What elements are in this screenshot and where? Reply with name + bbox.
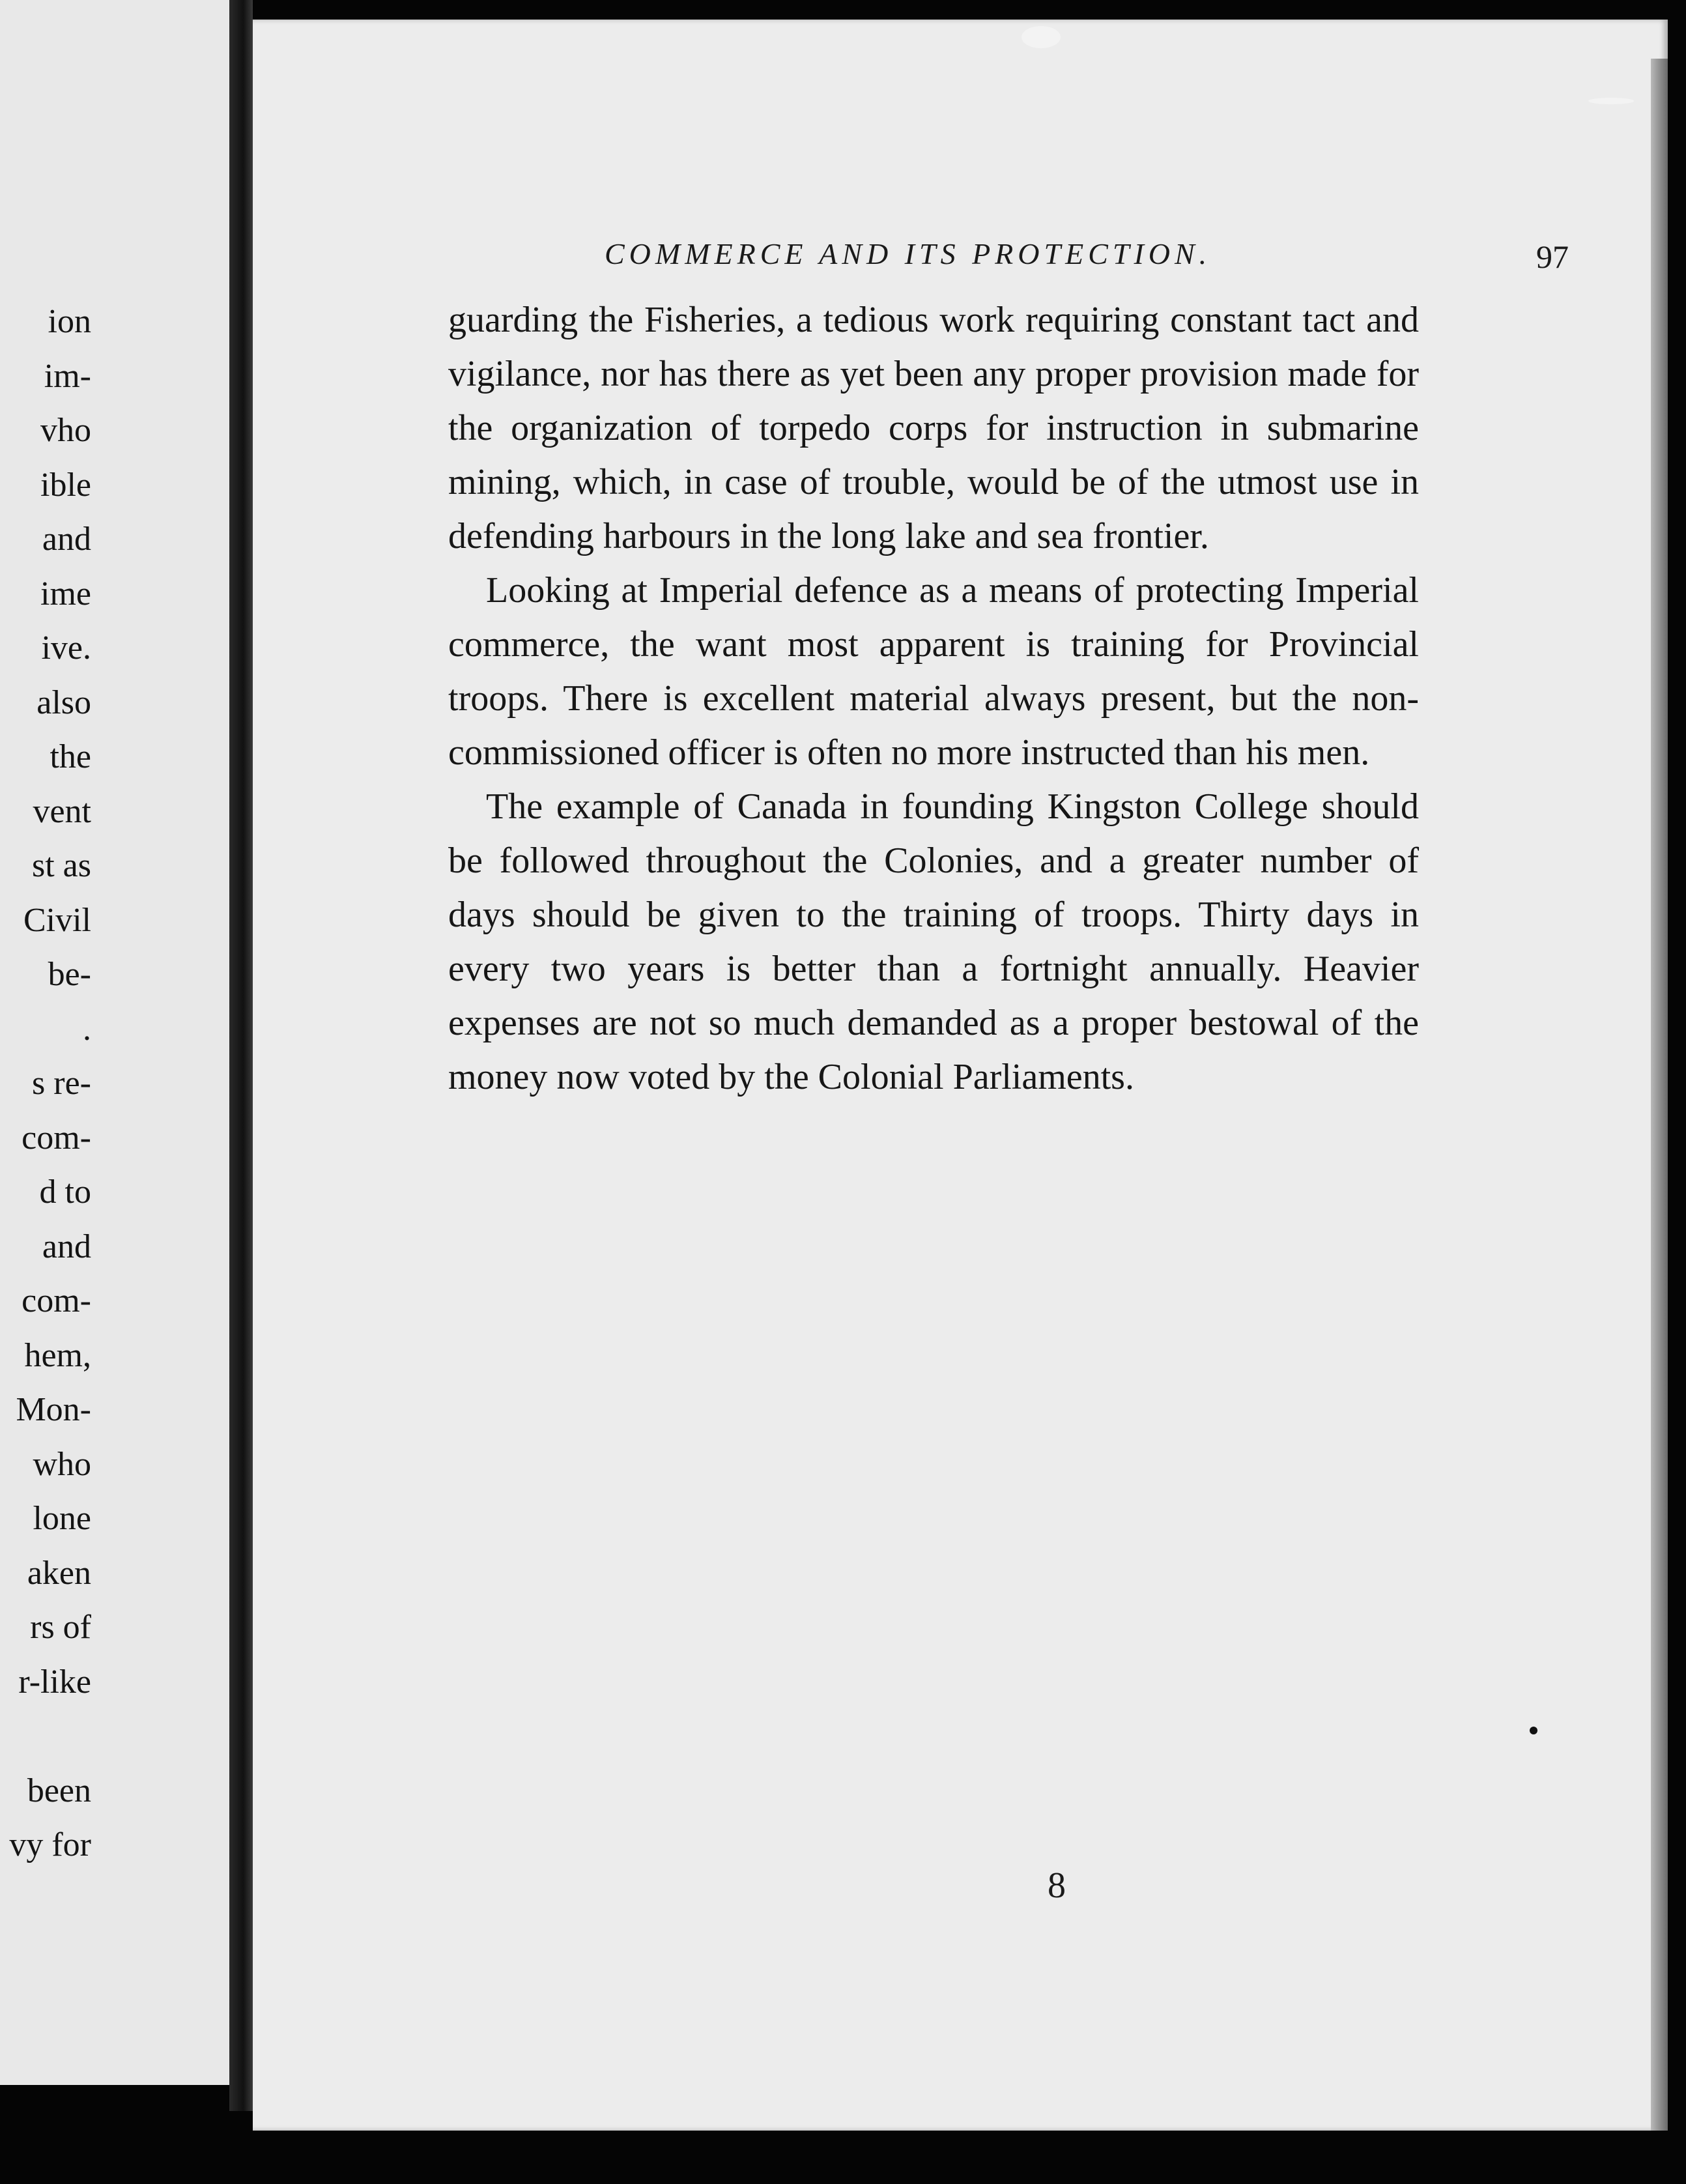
- left-line: be-: [48, 956, 91, 993]
- left-line: st as: [32, 847, 91, 884]
- left-line: com-: [21, 1119, 91, 1157]
- left-line: r-like: [18, 1663, 91, 1701]
- page-number: 97: [1536, 238, 1569, 275]
- left-line: vy for: [9, 1826, 91, 1863]
- left-line: Civil: [23, 901, 91, 939]
- left-line: ible: [40, 466, 91, 504]
- left-line: [0, 1709, 91, 1764]
- left-line: aken: [27, 1554, 91, 1592]
- signature-mark: 8: [1048, 1865, 1066, 1906]
- left-line: .: [83, 1010, 91, 1048]
- left-line: rs of: [30, 1609, 91, 1646]
- right-page: [253, 20, 1668, 2131]
- left-line: who: [33, 1445, 91, 1483]
- left-line: and: [42, 1228, 91, 1265]
- dust-speck: [1022, 26, 1061, 48]
- left-line: and: [42, 521, 91, 558]
- running-title: COMMERCE AND ITS PROTECTION.: [605, 237, 1212, 270]
- paragraph: The example of Canada in founding Kingston College should be followed throughout the Colonies, and a greater number of days should be given to the training of troops. Thirty days in every two years is better than a fortnight annually. Heavier expenses are not so much demanded as a proper bestowal of the money now voted by the Colonial Parliaments.: [448, 786, 1419, 1097]
- left-line: been: [27, 1772, 91, 1809]
- left-line: vent: [33, 792, 91, 830]
- left-line: im-: [44, 357, 91, 395]
- left-line: ion: [48, 303, 91, 340]
- left-line: d to: [39, 1173, 91, 1211]
- book-gutter: [229, 0, 253, 2111]
- left-line: the: [50, 738, 91, 775]
- left-line: vho: [40, 412, 91, 449]
- left-page-text: [0, 295, 91, 1873]
- left-line: s re-: [32, 1065, 91, 1102]
- left-line: hem,: [24, 1336, 91, 1374]
- left-line: lone: [33, 1500, 91, 1537]
- dust-speck: [1530, 1727, 1537, 1734]
- left-line: Mon-: [16, 1391, 91, 1428]
- dust-speck: [1588, 98, 1634, 104]
- left-line: ive.: [41, 629, 91, 667]
- left-line: com-: [21, 1282, 91, 1319]
- left-page: [0, 0, 231, 2085]
- running-head: [605, 225, 1569, 277]
- page-edge: [1651, 59, 1668, 2131]
- left-line: also: [36, 683, 91, 721]
- paragraph: Looking at Imperial defence as a means of protecting Imperial commerce, the want most apparent is training for Provincial troops. There is excellent material always present, but the non-commissioned officer is often no more instructed than his men.: [448, 570, 1419, 773]
- paragraph: guarding the Fisheries, a tedious work requiring constant tact and vigilance, nor has there as yet been any proper provision made for the organization of torpedo corps for instruction in submarine mining, which, in case of trouble, would be of the utmost use in defending harbours in the long lake and sea frontier.: [448, 300, 1419, 556]
- body-text: [448, 293, 1419, 1104]
- left-line: ime: [40, 575, 91, 612]
